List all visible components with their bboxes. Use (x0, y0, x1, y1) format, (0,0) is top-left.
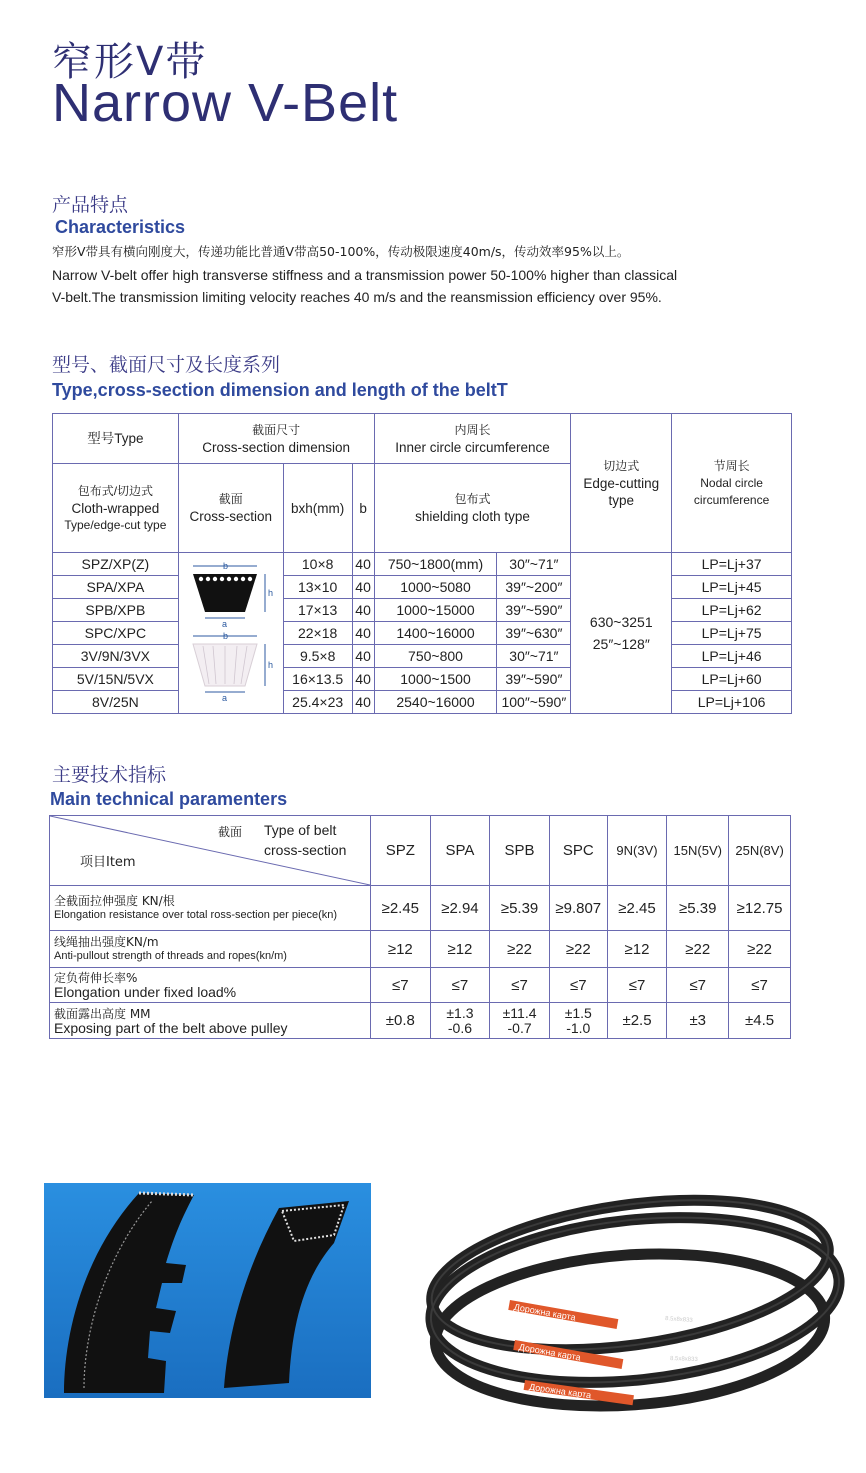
belt-section-illustration (44, 1183, 371, 1398)
header-wrap-en-1: Cloth-wrapped (71, 500, 160, 516)
value-cell: ≥5.39 (490, 886, 550, 931)
col-header: SPA (430, 816, 490, 886)
header-shield (374, 464, 571, 553)
characteristics-text-cn: 窄形V带具有横向刚度大，传递功能比普通V带高50-100%，传动极限速度40m/s，传动效率95%以上。 (52, 244, 630, 259)
value-cell: ≥2.45 (371, 886, 431, 931)
value-cell: ≥12 (371, 931, 431, 968)
label-a-top: a (221, 619, 227, 629)
mm-cell: 750~1800(mm) (374, 553, 497, 576)
type-cell: SPB/XPB (53, 599, 179, 622)
type-cell: 3V/9N/3VX (53, 645, 179, 668)
label-h-top: h (267, 588, 273, 598)
value-cell: ≤7 (430, 968, 490, 1003)
lp-cell: LP=Lj+60 (672, 668, 792, 691)
mm-cell: 750~800 (374, 645, 497, 668)
b-cell: 40 (352, 668, 374, 691)
header-cross-en: Cross-section dimension (202, 439, 351, 455)
value-cell: ≥2.45 (607, 886, 667, 931)
type-cell: SPZ/XP(Z) (53, 553, 179, 576)
header-section-en: Cross-section (189, 509, 272, 524)
mm-cell: 1000~1500 (374, 668, 497, 691)
header-b: b (352, 464, 374, 553)
belt-section-diagram (181, 554, 281, 709)
value-cell: ±1.3 -0.6 (430, 1003, 490, 1039)
mm-cell: 1000~15000 (374, 599, 497, 622)
characteristics-text-en-1: Narrow V-belt offer high transverse stiffness and a transmission power 50-100% higher than classical (52, 267, 678, 283)
header-wrap-cn: 包布式/切边式 (77, 483, 154, 498)
header-section-cn: 截面 (218, 492, 243, 506)
type-cell: 8V/25N (53, 691, 179, 714)
inch-cell: 39″~590″ (497, 599, 571, 622)
b-cell: 40 (352, 599, 374, 622)
value-cell: ≥22 (549, 931, 607, 968)
value-cell: ≥5.39 (667, 886, 729, 931)
edge-range-cell (571, 553, 672, 714)
tech-table (49, 815, 791, 1039)
belt-section-photo (44, 1183, 371, 1398)
bxh-cell: 13×10 (283, 576, 352, 599)
col-header: 15N(5V) (667, 816, 729, 886)
header-shield-cn: 包布式 (454, 492, 491, 506)
header-inner-cn: 内周长 (454, 422, 491, 437)
lp-cell: LP=Lj+46 (672, 645, 792, 668)
lp-cell: LP=Lj+106 (672, 691, 792, 714)
inch-cell: 39″~200″ (497, 576, 571, 599)
header-edge-cn: 切边式 (603, 458, 640, 473)
header-edge-en-1: Edge-cutting (583, 475, 660, 491)
belts-photo (415, 1180, 845, 1430)
type-cell: SPC/XPC (53, 622, 179, 645)
bxh-cell: 9.5×8 (283, 645, 352, 668)
tech-row (50, 931, 791, 968)
corner-cross-section: cross-section (264, 842, 347, 858)
characteristics-text-en-2: V-belt.The transmission limiting velocity reaches 40 m/s and the reansmission efficiency over 95%. (52, 289, 662, 305)
value-cell: ≥22 (729, 931, 791, 968)
inch-cell: 39″~590″ (497, 668, 571, 691)
belt-print-text: Дорожна карта (513, 1301, 577, 1323)
spec-row (53, 553, 792, 576)
row-label-cn: 全截面拉伸强度 KN/根 (54, 894, 175, 908)
value-cell: ±2.5 (607, 1003, 667, 1039)
label-a-bottom: a (221, 693, 227, 703)
mm-cell: 1400~16000 (374, 622, 497, 645)
belt-print-text: Дорожна карта (528, 1381, 592, 1401)
value-cell: ≤7 (667, 968, 729, 1003)
tech-header-row (50, 816, 791, 886)
header-cross-section (178, 414, 374, 464)
header-nodal-en-1: Nodal circle (700, 475, 763, 490)
b-cell: 40 (352, 622, 374, 645)
tech-row (50, 968, 791, 1003)
col-header: 25N(8V) (729, 816, 791, 886)
inch-cell: 30″~71″ (497, 553, 571, 576)
b-cell: 40 (352, 576, 374, 599)
edge-range-inch: 25″~128″ (592, 636, 650, 652)
mm-cell: 2540~16000 (374, 691, 497, 714)
spec-heading-en: Type,cross-section dimension and length of the beltT (52, 380, 508, 400)
cross-section-diagram (178, 553, 283, 714)
header-type: 型号Type (53, 414, 179, 464)
row-label-en: Anti-pullout strength of threads and ropes(kn/m) (54, 950, 287, 962)
inch-cell: 30″~71″ (497, 645, 571, 668)
value-cell: ≥12 (607, 931, 667, 968)
header-bxh: bxh(mm) (283, 464, 352, 553)
inch-cell: 100″~590″ (497, 691, 571, 714)
belt-print-text: Дорожна карта (518, 1341, 582, 1363)
header-edge-en-2: type (608, 492, 635, 508)
edge-range-mm: 630~3251 (589, 614, 653, 630)
spec-header-row-1 (53, 414, 792, 464)
header-nodal (672, 414, 792, 553)
row-label-cn: 截面露出高度 MM (54, 1006, 151, 1021)
page-title-cn: 窄形V带 (52, 39, 208, 85)
spec-row (53, 599, 792, 622)
header-nodal-cn: 节周长 (713, 458, 750, 473)
value-cell: ≥22 (490, 931, 550, 968)
corner-type-of-belt: Type of belt (264, 822, 337, 838)
belt-code-text: 8.5x8x833 (664, 1316, 693, 1324)
corner-section-cn: 截面 (218, 825, 243, 839)
header-inner (374, 414, 571, 464)
row-label-en: Exposing part of the belt above pulley (54, 1019, 288, 1036)
header-inner-en: Inner circle circumference (395, 439, 550, 455)
bxh-cell: 17×13 (283, 599, 352, 622)
spec-row (53, 668, 792, 691)
value-cell: ±4.5 (729, 1003, 791, 1039)
lp-cell: LP=Lj+45 (672, 576, 792, 599)
spec-row (53, 691, 792, 714)
spec-heading-cn: 型号、截面尺寸及长度系列 (52, 354, 281, 376)
label-h-bottom: h (267, 660, 273, 670)
value-cell: ≥12.75 (729, 886, 791, 931)
tech-row-label (50, 886, 371, 931)
characteristics-heading-cn: 产品特点 (52, 194, 129, 216)
col-header: SPC (549, 816, 607, 886)
row-label-cn: 线绳抽出强度KN/m (54, 935, 159, 949)
bxh-cell: 10×8 (283, 553, 352, 576)
value-cell: ≤7 (549, 968, 607, 1003)
row-label-en: Elongation under fixed load% (54, 984, 237, 1000)
value-cell: ≥9.807 (549, 886, 607, 931)
value-cell: ±1.5 -1.0 (549, 1003, 607, 1039)
tech-row-label (50, 968, 371, 1003)
bxh-cell: 16×13.5 (283, 668, 352, 691)
value-cell: ±0.8 (371, 1003, 431, 1039)
mm-cell: 1000~5080 (374, 576, 497, 599)
spec-row (53, 576, 792, 599)
tech-row-label (50, 1003, 371, 1039)
spec-row (53, 645, 792, 668)
b-cell: 40 (352, 645, 374, 668)
bxh-cell: 25.4×23 (283, 691, 352, 714)
label-b-bottom: b (222, 631, 228, 641)
lp-cell: LP=Lj+62 (672, 599, 792, 622)
lp-cell: LP=Lj+37 (672, 553, 792, 576)
b-cell: 40 (352, 691, 374, 714)
col-header: 9N(3V) (607, 816, 667, 886)
type-cell: 5V/15N/5VX (53, 668, 179, 691)
row-label-cn: 定负荷伸长率% (54, 971, 138, 985)
spec-row (53, 622, 792, 645)
header-cross-cn: 截面尺寸 (252, 422, 301, 437)
corner-item: 项目Item (80, 855, 136, 870)
header-wrap (53, 464, 179, 553)
label-b-top: b (222, 561, 228, 571)
value-cell: ≤7 (490, 968, 550, 1003)
tech-corner-cell (50, 816, 371, 886)
belts-illustration (415, 1180, 845, 1430)
tech-row (50, 886, 791, 931)
col-header: SPB (490, 816, 550, 886)
characteristics-heading-en: Characteristics (55, 217, 186, 237)
header-edge (571, 414, 672, 553)
tech-heading-cn: 主要技术指标 (52, 764, 167, 786)
header-wrap-en-2: Type/edge-cut type (64, 517, 167, 532)
value-cell: ≤7 (729, 968, 791, 1003)
header-shield-en: shielding cloth type (415, 509, 530, 524)
bxh-cell: 22×18 (283, 622, 352, 645)
header-nodal-en-2: circumference (693, 492, 770, 507)
inch-cell: 39″~630″ (497, 622, 571, 645)
header-section (178, 464, 283, 553)
value-cell: ≤7 (607, 968, 667, 1003)
value-cell: ≤7 (371, 968, 431, 1003)
belt-code-text: 8.5x8x833 (669, 1356, 698, 1363)
row-label-en: Elongation resistance over total ross-section per piece(kn) (54, 909, 338, 921)
page-title-en: Narrow V-Belt (52, 73, 399, 133)
value-cell: ±11.4 -0.7 (490, 1003, 550, 1039)
col-header: SPZ (371, 816, 431, 886)
value-cell: ≥22 (667, 931, 729, 968)
value-cell: ±3 (667, 1003, 729, 1039)
value-cell: ≥2.94 (430, 886, 490, 931)
spec-table (52, 413, 792, 714)
value-cell: ≥12 (430, 931, 490, 968)
lp-cell: LP=Lj+75 (672, 622, 792, 645)
tech-heading-en: Main technical paramenters (50, 789, 288, 809)
tech-row-label (50, 931, 371, 968)
type-cell: SPA/XPA (53, 576, 179, 599)
tech-row (50, 1003, 791, 1039)
b-cell: 40 (352, 553, 374, 576)
